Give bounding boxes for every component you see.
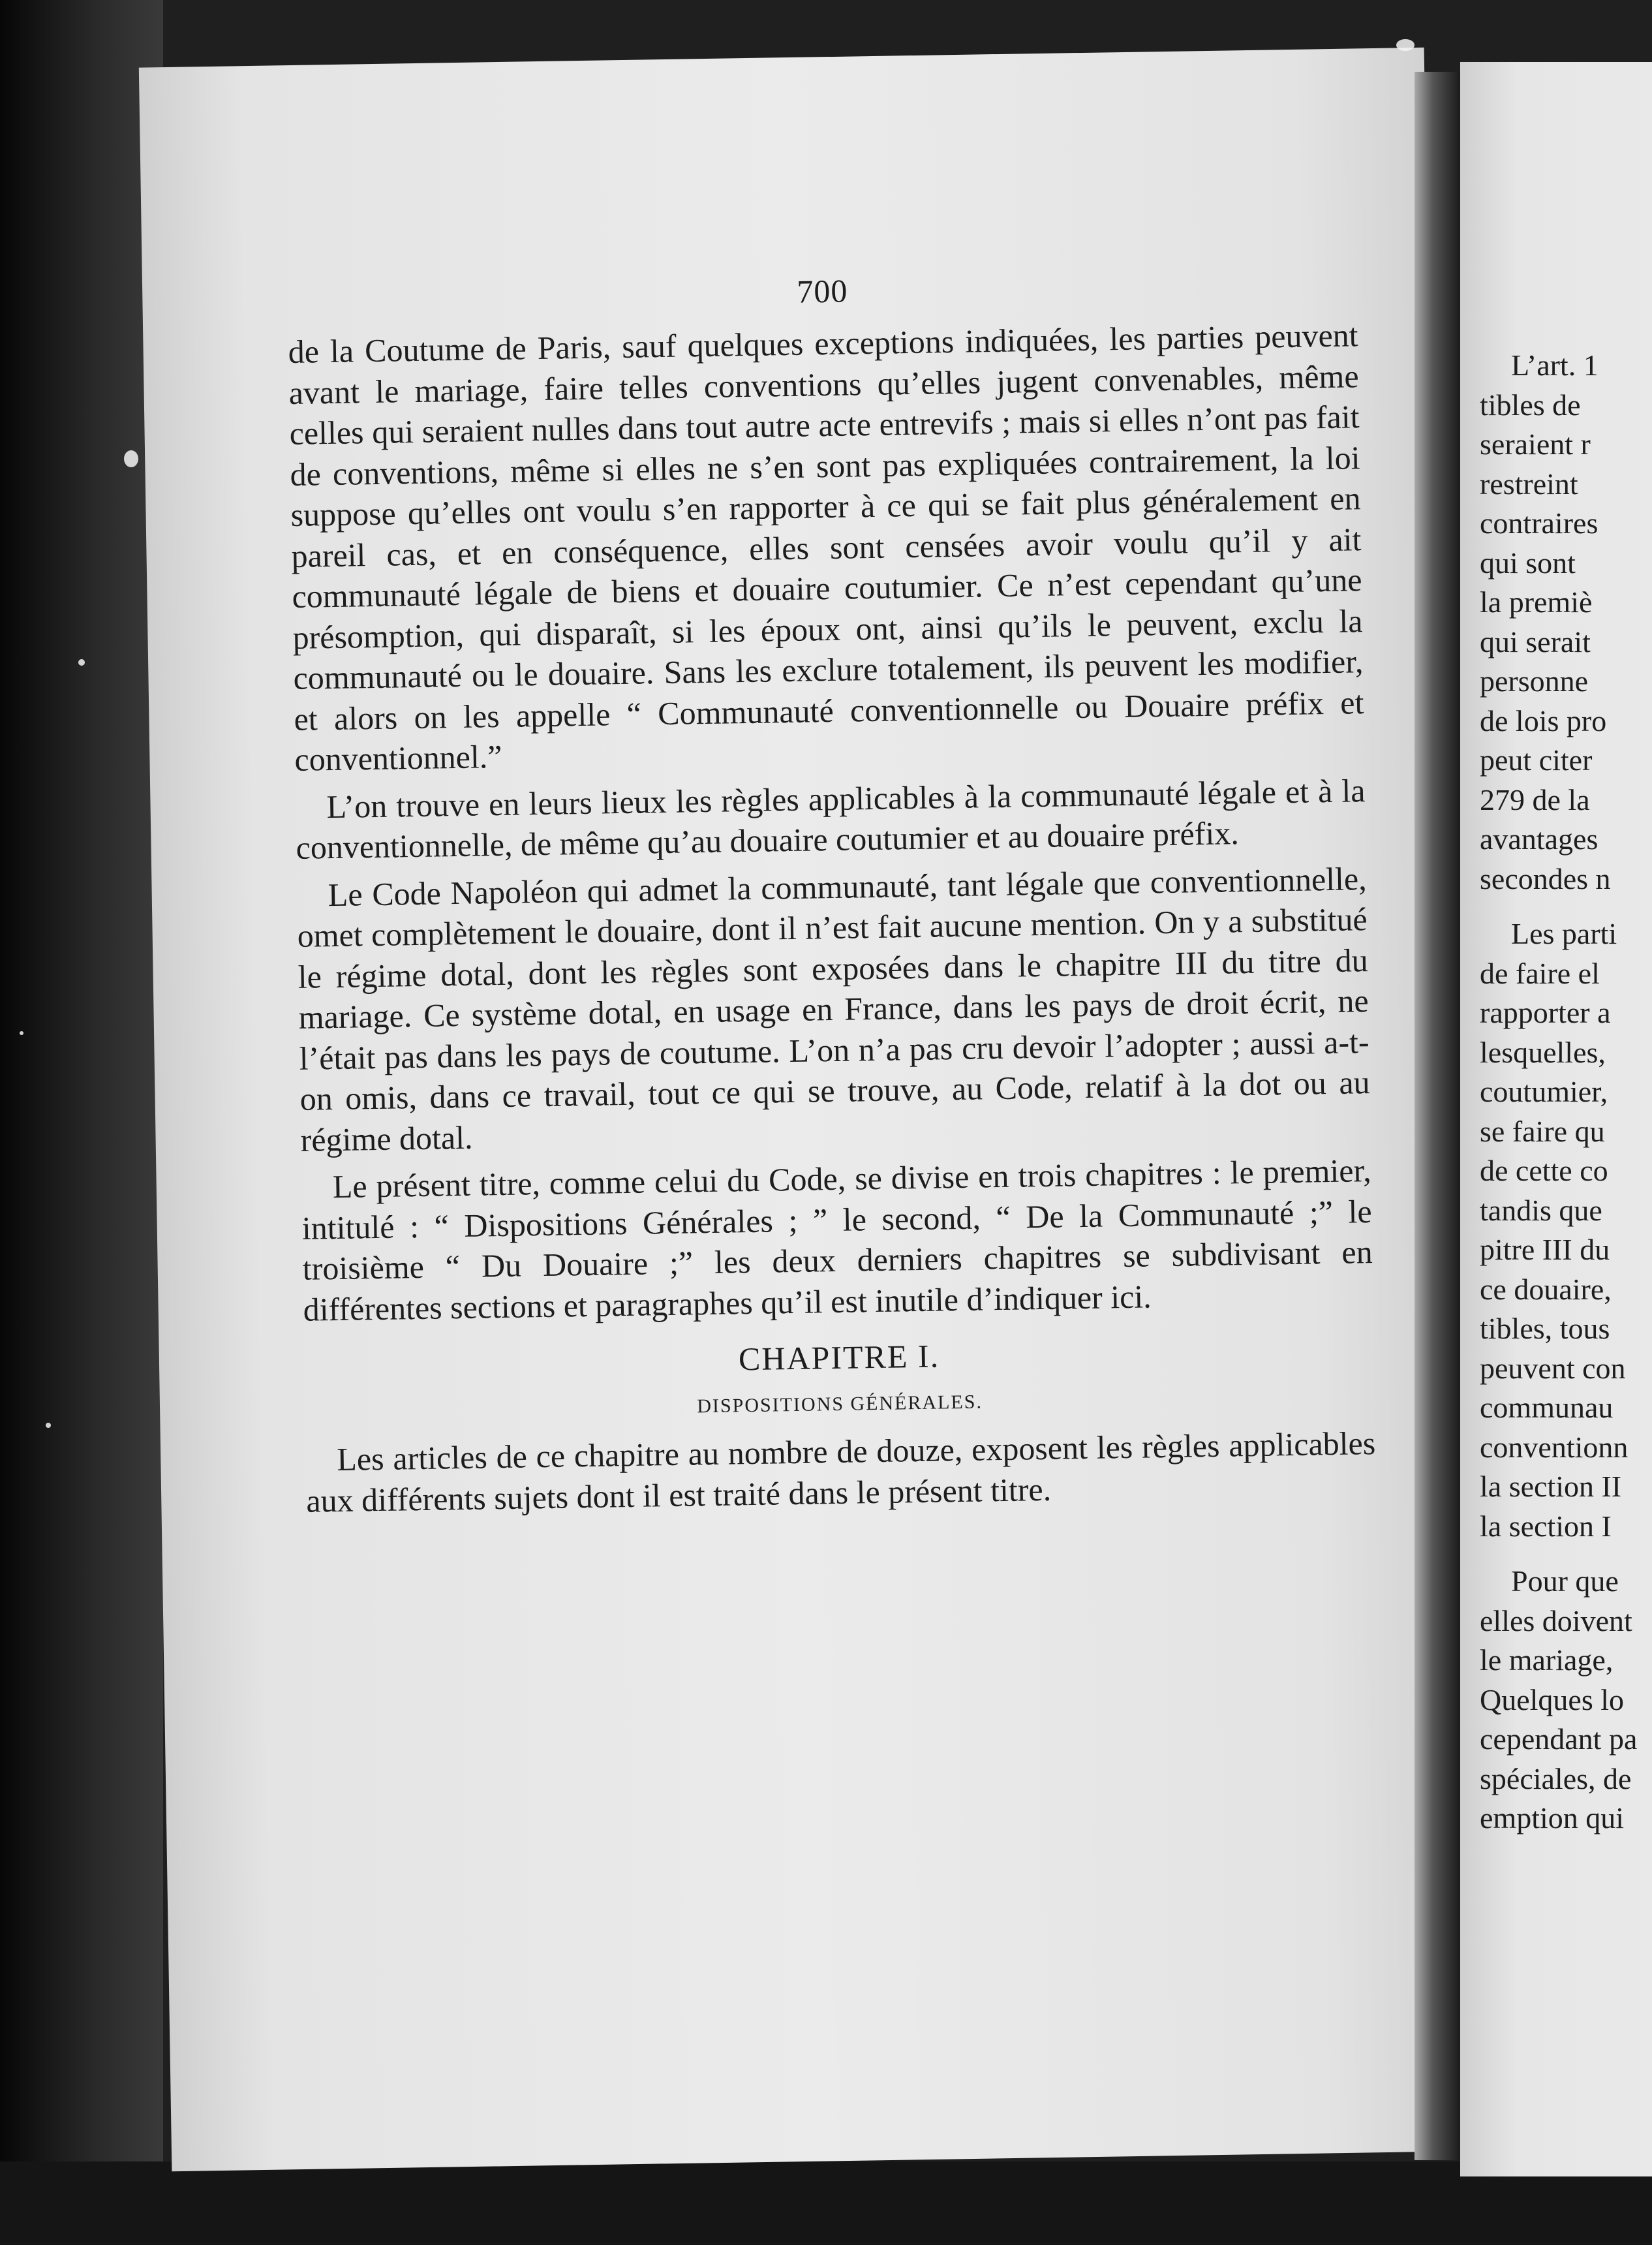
- right-line: se faire qu: [1480, 1114, 1605, 1148]
- right-line: Quelques lo: [1480, 1682, 1625, 1716]
- right-line: pitre III du: [1480, 1233, 1610, 1266]
- film-speck: [1396, 39, 1415, 51]
- right-line: Les parti: [1511, 917, 1617, 950]
- chapter-heading: CHAPITRE I.: [738, 1337, 940, 1378]
- right-line: le mariage,: [1480, 1643, 1614, 1677]
- right-line: secondes n: [1480, 861, 1611, 895]
- paragraph-2: L’on trouve en leurs lieux les règles applicables à la communauté légale et à la conventionnelle, de même qu’au douaire coutumier et au douaire préfix.: [296, 771, 1366, 866]
- right-line: la section I: [1480, 1509, 1612, 1543]
- right-line: ce douaire,: [1480, 1272, 1612, 1306]
- right-line: lesquelles,: [1480, 1035, 1606, 1069]
- right-line: tibles, tous: [1480, 1312, 1610, 1345]
- right-line: seraient r: [1480, 427, 1591, 461]
- right-line: emption qui: [1480, 1801, 1625, 1835]
- right-line: elles doivent: [1480, 1603, 1632, 1637]
- right-line: spéciales, de: [1480, 1761, 1632, 1795]
- film-speck: [46, 1423, 51, 1428]
- film-border-left: [0, 0, 163, 2245]
- right-line: la section II: [1480, 1470, 1622, 1503]
- right-line: communau: [1480, 1391, 1614, 1424]
- paragraph-1: de la Coutume de Paris, sauf quelques exceptions indiquées, les parties peuvent avant le mariage, faire telles conventions qu’elles jugent convenables, même celles qui seraient nulles dans tout autre acte entrevifs ; mais si elles n’ont pas fait de conventions, même si elles ne s’en sont pas expliquées contrairement, la loi suppose qu’elles ont voulu s’en rapporter à ce qui se fait plus généralement en pareil cas, et en conséquence, elles sont censées avoir voulu qu’il y ait communauté légale de biens et douaire coutumier. Ce n’est cependant qu’une présomption, qui disparaît, si les époux ont, ainsi qu’ils le peuvent, exclu la communauté ou le douaire. Sans les exclure totalement, ils peuvent les modifier, et alors on les appelle “ Communauté conventionnelle ou Douaire préfix et conventionnel.”: [288, 317, 1364, 778]
- section-heading: DISPOSITIONS GÉNÉRALES.: [697, 1391, 983, 1417]
- film-speck: [78, 659, 85, 666]
- paragraph-final: Les articles de ce chapitre au nombre de douze, exposent les règles applicables aux différents sujets dont il est traité dans le présent titre.: [305, 1425, 1376, 1519]
- paragraph-3: Le Code Napoléon qui admet la communauté, tant légale que conventionnelle, omet complètement le douaire, dont il n’est fait aucune mention. On y a substitué le régime dotal, dont les règles sont exposées dans le chapitre III du titre du mariage. Ce système dotal, en usage en France, dans les pays de droit écrit, ne l’était pas dans les pays de coutume. L’on n’a pas cru devoir l’adopter ; aussi a-t-on omis, dans ce travail, tout ce qui se trouve, au Code, relatif à la dot ou au régime dotal.: [297, 859, 1370, 1158]
- right-line: coutumier,: [1480, 1075, 1608, 1108]
- right-line: cependant pa: [1480, 1722, 1638, 1756]
- film-border-bottom: [0, 2161, 1652, 2245]
- right-line: peut citer: [1480, 743, 1593, 777]
- right-page-text: [1480, 346, 1652, 1838]
- paragraph-gap: [1480, 1546, 1652, 1562]
- right-line: de cette co: [1480, 1154, 1608, 1187]
- right-line: peuvent con: [1480, 1351, 1626, 1385]
- right-line: tibles de: [1480, 388, 1581, 422]
- right-line: avantages: [1480, 822, 1598, 856]
- right-line: qui serait: [1480, 625, 1591, 658]
- right-line: de faire el: [1480, 956, 1600, 990]
- right-line: L’art. 1: [1511, 348, 1598, 382]
- paragraph-gap: [1480, 899, 1652, 914]
- right-line: contraires: [1480, 506, 1598, 540]
- right-line: restreint: [1480, 467, 1578, 501]
- film-speck: [124, 450, 138, 467]
- book-gutter: [1415, 72, 1460, 2160]
- right-line: rapporter a: [1480, 996, 1611, 1029]
- page-number: 700: [796, 272, 848, 310]
- right-line: Pour que: [1511, 1564, 1619, 1598]
- paragraph-4: Le présent titre, comme celui du Code, se divise en trois chapitres : le premier, intitulé : “ Dispositions Générales ; ” le second, “ De la Communauté ;” le troisième “ Du Douaire ;” les deux derniers chapitres se subdivisant en différentes sections et paragraphes qu’il est inutile d’indiquer ici.: [301, 1152, 1373, 1328]
- right-line: qui sont: [1480, 546, 1576, 580]
- right-line: conventionn: [1480, 1430, 1629, 1464]
- right-line: de lois pro: [1480, 704, 1607, 737]
- right-line: personne: [1480, 664, 1589, 698]
- right-line: 279 de la: [1480, 782, 1590, 816]
- right-line: la premiè: [1480, 585, 1593, 619]
- film-speck: [20, 1031, 23, 1035]
- left-page-text: [287, 264, 1377, 1528]
- right-line: tandis que: [1480, 1193, 1602, 1227]
